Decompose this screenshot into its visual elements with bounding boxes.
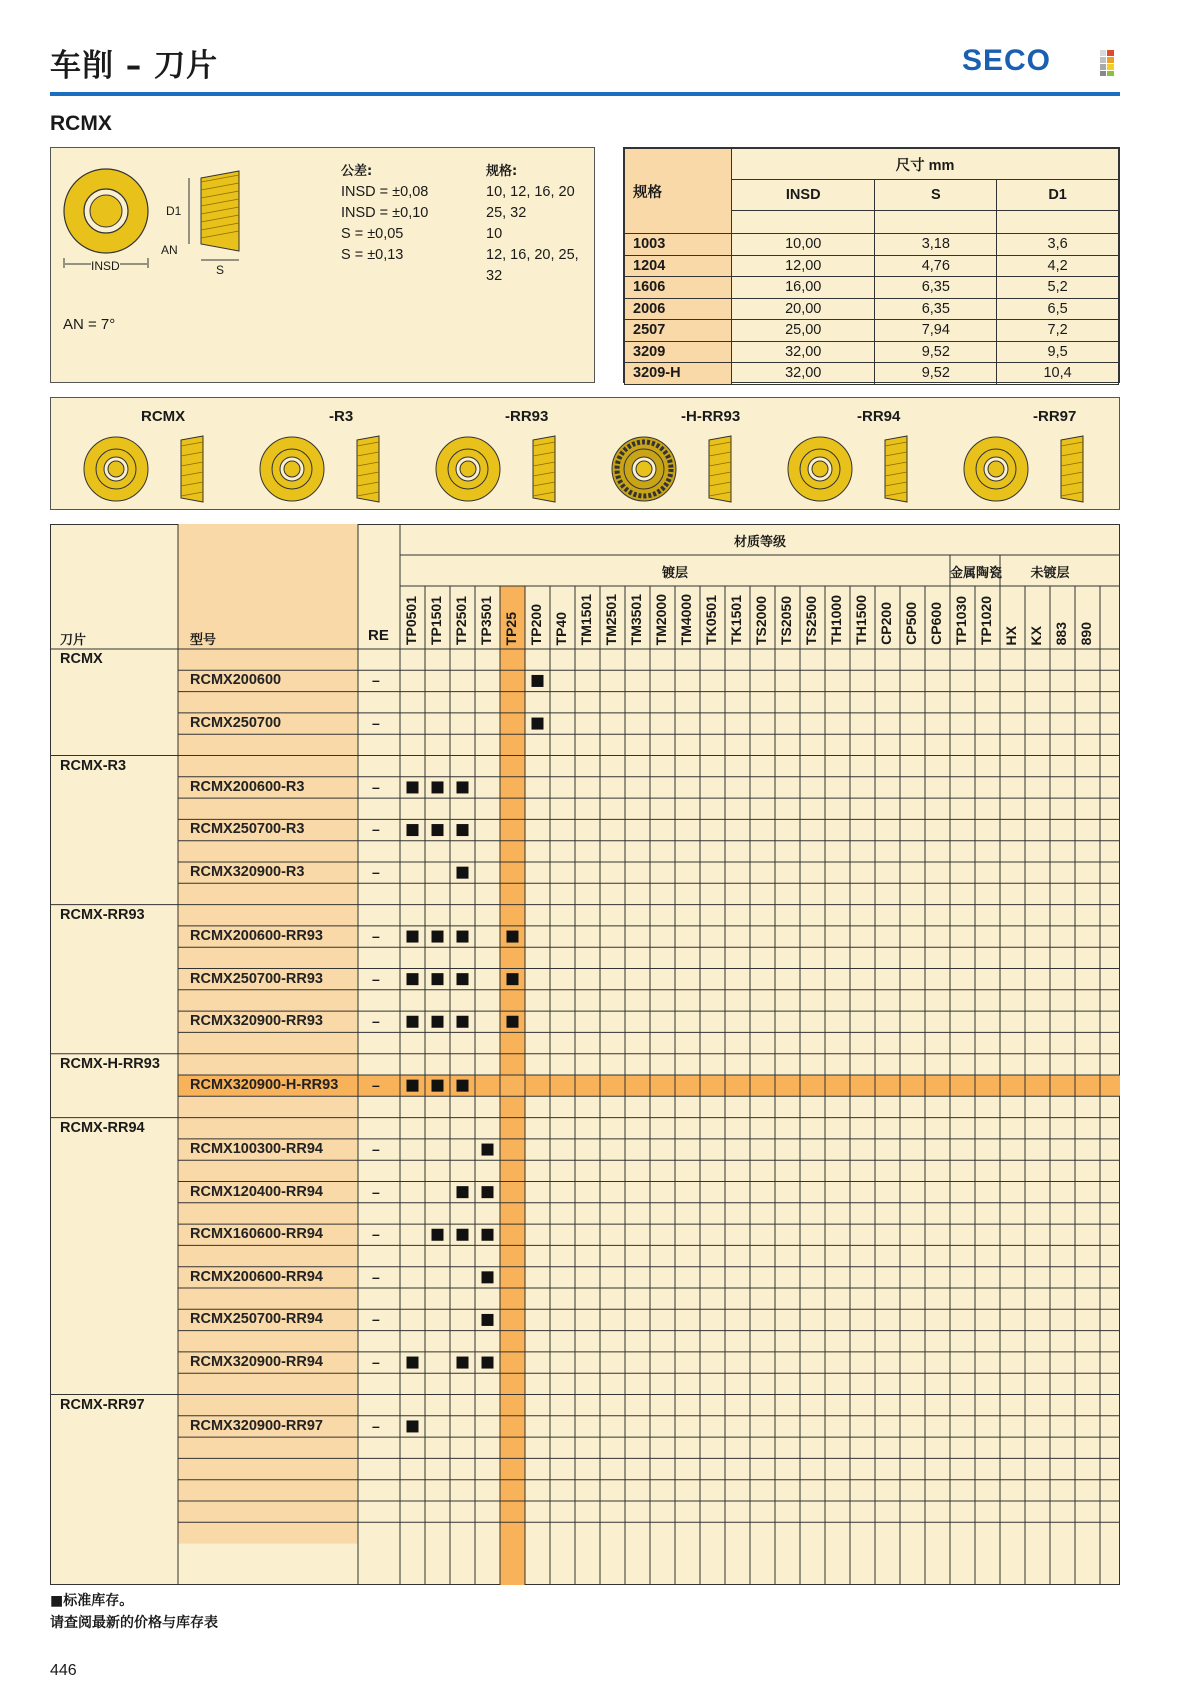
- model-cell: RCMX120400-RR94: [190, 1183, 323, 1200]
- spec-line: 10, 12, 16, 20: [486, 184, 575, 200]
- tolerance-line: INSD = ±0,08: [341, 184, 429, 200]
- model-cell: RCMX250700-RR93: [190, 970, 323, 987]
- insert-group-label: RCMX-RR94: [60, 1119, 145, 1136]
- insert-group-label: RCMX: [60, 651, 103, 667]
- re-cell: –: [372, 1226, 380, 1243]
- dims-value-cell: 12,00: [732, 255, 875, 277]
- re-cell: –: [372, 714, 380, 731]
- re-cell: –: [372, 1268, 380, 1285]
- model-cell: RCMX200600-RR93: [190, 927, 323, 944]
- grade-col-header: CP600: [928, 602, 944, 645]
- section-subtitle: RCMX: [50, 112, 112, 135]
- grade-col-header: TP0501: [403, 595, 419, 645]
- model-cell: RCMX320900-RR97: [190, 1417, 323, 1434]
- grade-col-header: TP2501: [453, 595, 469, 645]
- grade-col-header: CP500: [903, 602, 919, 645]
- model-cell: RCMX160600-RR94: [190, 1226, 323, 1243]
- dims-col-header: D1: [997, 180, 1119, 211]
- grade-col-header: TP3501: [478, 595, 494, 645]
- tolerance-line: S = ±0,05: [341, 226, 404, 242]
- dimensions-panel: [623, 147, 1120, 383]
- dims-spec-cell: 3209-H: [625, 363, 732, 385]
- shape-label: -RR94: [857, 408, 901, 425]
- shapes-panel: [50, 397, 1120, 510]
- model-cell: RCMX320900-RR94: [190, 1353, 323, 1370]
- model-cell: RCMX200600-RR94: [190, 1268, 323, 1285]
- grade-col-header: TM4000: [678, 593, 694, 645]
- re-cell: –: [372, 1140, 380, 1157]
- model-cell: RCMX100300-RR94: [190, 1140, 323, 1157]
- grade-col-header: TM2501: [603, 593, 619, 645]
- dims-value-cell: 7,2: [997, 320, 1119, 342]
- an-label: AN: [161, 243, 178, 257]
- legend: [50, 1590, 218, 1634]
- d1-label: D1: [166, 204, 182, 218]
- model-cell: RCMX320900-RR93: [190, 1013, 323, 1030]
- re-cell: –: [372, 970, 380, 987]
- tolerance-panel: [50, 147, 595, 383]
- tolerance-line: INSD = ±0,10: [341, 205, 429, 221]
- grade-col-header: TP25: [503, 611, 519, 645]
- dims-value-cell: 7,94: [875, 320, 997, 342]
- grade-col-header: TM1501: [578, 593, 594, 645]
- spec-line: 32: [486, 268, 503, 284]
- re-cell: –: [372, 864, 380, 880]
- logo-squares-icon: [1100, 50, 1114, 76]
- dims-row: [625, 255, 1119, 277]
- re-cell: –: [372, 927, 380, 944]
- model-cell: RCMX250700-RR94: [190, 1311, 323, 1328]
- grade-col-header: TK1501: [728, 595, 744, 645]
- spec-line: 10: [486, 226, 503, 242]
- re-cell: –: [372, 672, 380, 689]
- dims-value-cell: 4,76: [875, 255, 997, 277]
- insd-label: INSD: [91, 259, 120, 273]
- re-cell: –: [372, 821, 380, 838]
- dims-col-header: S: [875, 180, 997, 211]
- dims-value-cell: 6,35: [875, 277, 997, 299]
- dims-row: [625, 298, 1119, 320]
- dims-spec-cell: 2507: [625, 320, 732, 342]
- dims-value-cell: 4,2: [997, 255, 1119, 277]
- grade-col-header: TP40: [553, 611, 569, 645]
- re-cell: –: [372, 1077, 380, 1093]
- dims-value-cell: 32,00: [732, 363, 875, 385]
- grade-col-header: 890: [1078, 621, 1094, 645]
- legend-price: 请查阅最新的价格与库存表: [50, 1615, 218, 1631]
- re-cell: –: [372, 1013, 380, 1030]
- dims-value-cell: 10,00: [732, 234, 875, 256]
- model-cell: RCMX200600-R3: [190, 778, 305, 795]
- grade-col-header: TP1501: [428, 595, 444, 645]
- model-cell: RCMX320900-R3: [190, 864, 305, 880]
- header-rule: [50, 92, 1120, 96]
- grade-col-header: TH1500: [853, 595, 869, 645]
- dims-row: [625, 320, 1119, 342]
- insert-shape-icon: [81, 432, 221, 507]
- grade-col-header: TM3501: [628, 593, 644, 645]
- dims-value-cell: 5,2: [997, 277, 1119, 299]
- insert-shape-icon: [961, 432, 1101, 507]
- re-cell: –: [372, 1417, 380, 1434]
- model-cell: RCMX250700: [190, 714, 282, 731]
- insert-col-header: 刀片: [60, 633, 87, 648]
- spec-label: 规格:: [486, 164, 518, 179]
- dims-value-cell: 16,00: [732, 277, 875, 299]
- dims-value-cell: 25,00: [732, 320, 875, 342]
- dims-spec-cell: 1204: [625, 255, 732, 277]
- dims-spec-cell: 1003: [625, 234, 732, 256]
- grade-matrix: [50, 524, 1120, 1585]
- shape-label: -R3: [329, 408, 354, 425]
- grade-col-header: HX: [1003, 625, 1019, 645]
- insert-group-label: RCMX-RR93: [60, 906, 145, 923]
- tolerance-label: 公差:: [341, 164, 373, 179]
- dims-value-cell: 6,35: [875, 298, 997, 320]
- dims-row: [625, 363, 1119, 385]
- cermet-group-header: 金属陶瓷: [950, 566, 1003, 581]
- grade-col-header: TP200: [528, 603, 544, 645]
- spec-line: 12, 16, 20, 25,: [486, 247, 579, 263]
- dims-row: [625, 234, 1119, 256]
- re-cell: –: [372, 1311, 380, 1328]
- shape-label: RCMX: [141, 408, 186, 425]
- insert-group-label: RCMX-H-RR93: [60, 1055, 160, 1072]
- shape-label: -RR93: [505, 408, 549, 425]
- shape-label: -RR97: [1033, 408, 1077, 425]
- grade-col-header: TK0501: [703, 595, 719, 645]
- re-cell: –: [372, 1183, 380, 1200]
- grade-col-header: TS2050: [778, 595, 794, 645]
- dims-group-header: 尺寸 mm: [732, 149, 1119, 180]
- insert-shape-icon: [257, 432, 397, 507]
- grade-col-header: TS2500: [803, 595, 819, 645]
- insert-shape-icon: [609, 432, 749, 507]
- grade-col-header: TP1020: [978, 595, 994, 645]
- re-col-header: RE: [368, 627, 389, 644]
- grade-col-header: TH1000: [828, 595, 844, 645]
- dims-value-cell: 9,52: [875, 341, 997, 363]
- dims-spec-cell: 1606: [625, 277, 732, 299]
- dims-value-cell: 3,6: [997, 234, 1119, 256]
- re-cell: –: [372, 778, 380, 795]
- model-cell: RCMX320900-H-RR93: [190, 1077, 339, 1093]
- dims-value-cell: 10,4: [997, 363, 1119, 385]
- spec-line: 25, 32: [486, 205, 527, 221]
- grade-col-header: KX: [1028, 625, 1044, 645]
- spec-col-header: 规格: [625, 149, 732, 234]
- insert-shape-icon: [433, 432, 573, 507]
- model-col-header: 型号: [190, 633, 217, 648]
- page-title: 车削 – 刀片: [50, 48, 219, 84]
- dims-spec-cell: 3209: [625, 341, 732, 363]
- dimensions-table: [624, 148, 1119, 385]
- uncoated-group-header: 未镀层: [1030, 566, 1070, 581]
- model-cell: RCMX250700-R3: [190, 821, 305, 838]
- grade-header: 材质等级: [733, 535, 786, 550]
- legend-stock: ■标准库存。: [50, 1593, 134, 1609]
- grade-col-header: TP1030: [953, 595, 969, 645]
- dims-row: [625, 277, 1119, 299]
- model-cell: RCMX200600: [190, 672, 282, 689]
- grade-col-header: CP200: [878, 602, 894, 645]
- coated-group-header: 镀层: [661, 566, 688, 581]
- dims-row: [625, 341, 1119, 363]
- insert-group-label: RCMX-RR97: [60, 1396, 145, 1413]
- re-cell: –: [372, 1353, 380, 1370]
- an-note: AN = 7°: [63, 316, 116, 333]
- tolerance-line: S = ±0,13: [341, 247, 404, 263]
- dims-value-cell: 32,00: [732, 341, 875, 363]
- grade-col-header: TM2000: [653, 593, 669, 645]
- insert-shape-icon: [785, 432, 925, 507]
- dims-value-cell: 20,00: [732, 298, 875, 320]
- shape-label: -H-RR93: [681, 408, 741, 425]
- dims-value-cell: 9,5: [997, 341, 1119, 363]
- dims-value-cell: 9,52: [875, 363, 997, 385]
- dims-value-cell: 3,18: [875, 234, 997, 256]
- dims-value-cell: 6,5: [997, 298, 1119, 320]
- grade-col-header: 883: [1053, 621, 1069, 645]
- seco-logo: SECO: [962, 44, 1052, 77]
- dims-col-header: INSD: [732, 180, 875, 211]
- page-number: 446: [50, 1662, 77, 1679]
- s-label: S: [216, 263, 225, 277]
- grade-col-header: TS2000: [753, 595, 769, 645]
- dims-spec-cell: 2006: [625, 298, 732, 320]
- insert-group-label: RCMX-R3: [60, 757, 127, 774]
